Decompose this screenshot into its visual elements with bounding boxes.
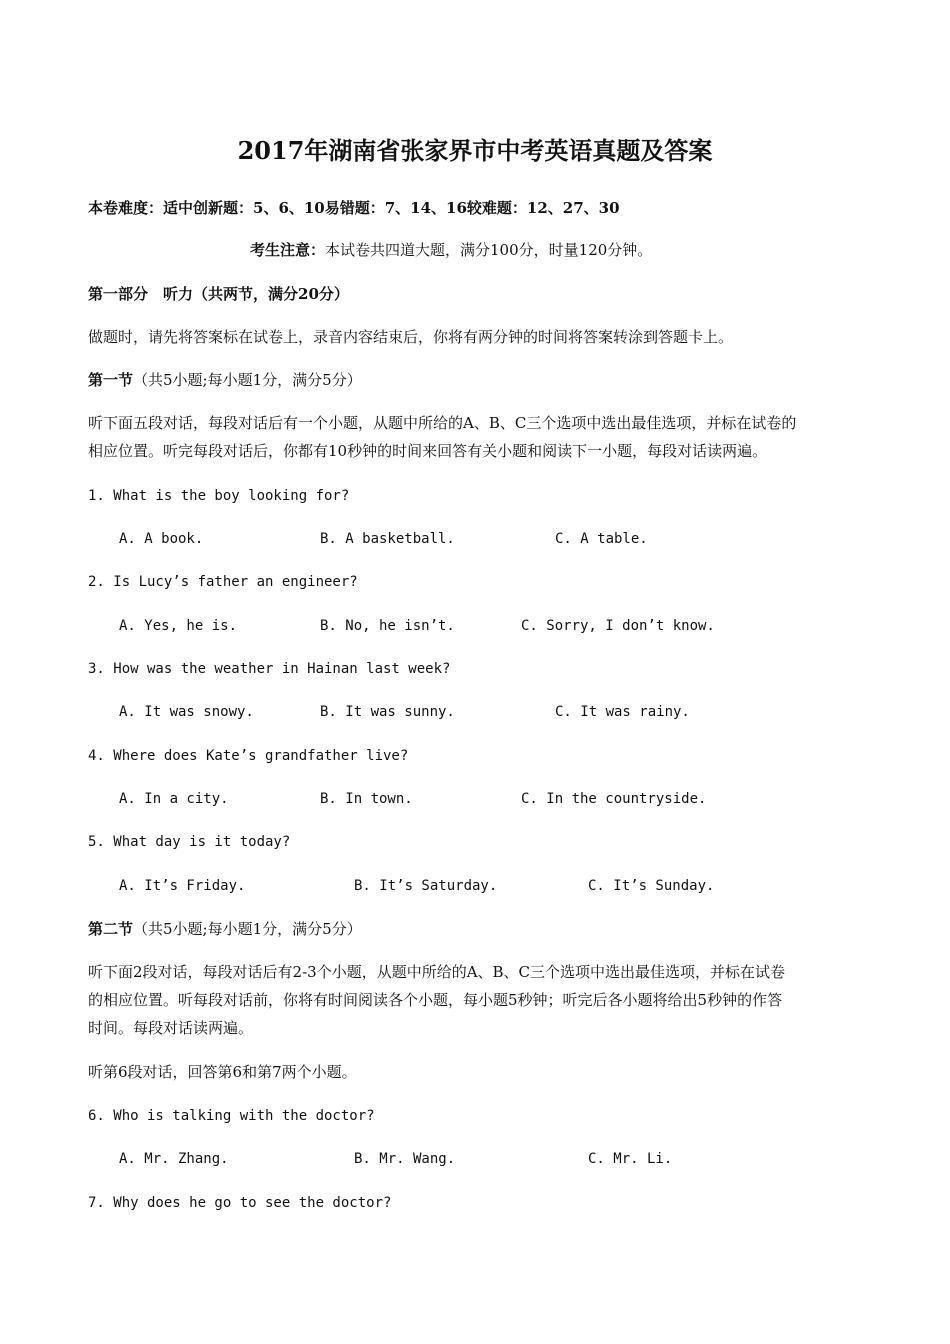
section1-instruction-2: 相应位置。听完每段对话后，你都有10秒钟的时间来回答有关小题和阅读下一小题，每段对话读两遍。 — [88, 442, 768, 460]
question-1-option-c: C. A table. — [555, 531, 648, 547]
question-6-option-a: A. Mr. Zhang. — [119, 1151, 229, 1167]
section2-heading — [88, 919, 362, 939]
question-1-option-b: B. A basketball. — [320, 531, 455, 547]
question-6-option-c: C. Mr. Li. — [588, 1151, 673, 1167]
section2-instruction-2: 的相应位置。听每段对话前，你将有时间阅读各个小题，每小题5秒钟；听完后各小题将给出5秒钟的作答 — [88, 991, 783, 1009]
question-6-option-b: B. Mr. Wang. — [354, 1151, 456, 1167]
question-3-option-b: B. It was sunny. — [320, 704, 455, 720]
question-5: 5. What day is it today? — [88, 834, 291, 850]
part1-intro: 做题时，请先将答案标在试卷上，录音内容结束后，你将有两分钟的时间将答案转涂到答题卡上。 — [88, 328, 734, 346]
page-title: 2017年湖南省张家界市中考英语真题及答案 — [237, 136, 713, 165]
notice-line — [250, 240, 652, 260]
section2-instruction-3: 时间。每段对话读两遍。 — [88, 1019, 254, 1037]
question-4-option-b: B. In town. — [320, 791, 413, 807]
question-5-option-b: B. It’s Saturday. — [354, 878, 498, 894]
section1-instruction-1: 听下面五段对话，每段对话后有一个小题，从题中所给的A、B、C三个选项中选出最佳选项，并标在试卷的 — [88, 414, 797, 432]
question-2-option-a: A. Yes, he is. — [119, 618, 238, 634]
part1-heading: 第一部分 听力（共两节，满分20分） — [88, 285, 349, 303]
question-5-option-a: A. It’s Friday. — [119, 878, 246, 894]
question-1: 1. What is the boy looking for? — [88, 488, 350, 504]
section2-note: （共5小题;每小题1分，满分5分） — [133, 920, 362, 938]
question-5-option-c: C. It’s Sunday. — [588, 878, 715, 894]
section2-label: 第二节 — [88, 920, 134, 938]
question-1-option-a: A. A book. — [119, 531, 204, 547]
question-3-option-a: A. It was snowy. — [119, 704, 254, 720]
section2-instruction-1: 听下面2段对话，每段对话后有2-3个小题，从题中所给的A、B、C三个选项中选出最佳选项，并标在试卷 — [88, 963, 786, 981]
notice-text: 本试卷共四道大题，满分100分，时量120分钟。 — [325, 241, 653, 259]
section1-note: （共5小题;每小题1分，满分5分） — [133, 371, 362, 389]
question-4: 4. Where does Kate’s grandfather live? — [88, 748, 409, 764]
question-2: 2. Is Lucy’s father an engineer? — [88, 574, 358, 590]
question-2-option-b: B. No, he isn’t. — [320, 618, 455, 634]
question-7: 7. Why does he go to see the doctor? — [88, 1195, 392, 1211]
question-4-option-c: C. In the countryside. — [521, 791, 707, 807]
section1-heading — [88, 370, 362, 390]
question-3-option-c: C. It was rainy. — [555, 704, 690, 720]
question-6: 6. Who is talking with the doctor? — [88, 1108, 375, 1124]
section1-label: 第一节 — [88, 371, 134, 389]
notice-label: 考生注意： — [250, 241, 326, 259]
question-3: 3. How was the weather in Hainan last week? — [88, 661, 451, 677]
difficulty-line: 本卷难度：适中创新题：5、6、10易错题：7、14、16较难题：12、27、30 — [88, 199, 620, 217]
question-2-option-c: C. Sorry, I don’t know. — [521, 618, 715, 634]
question-4-option-a: A. In a city. — [119, 791, 229, 807]
dialog-6-instruction: 听第6段对话，回答第6和第7两个小题。 — [88, 1063, 357, 1081]
